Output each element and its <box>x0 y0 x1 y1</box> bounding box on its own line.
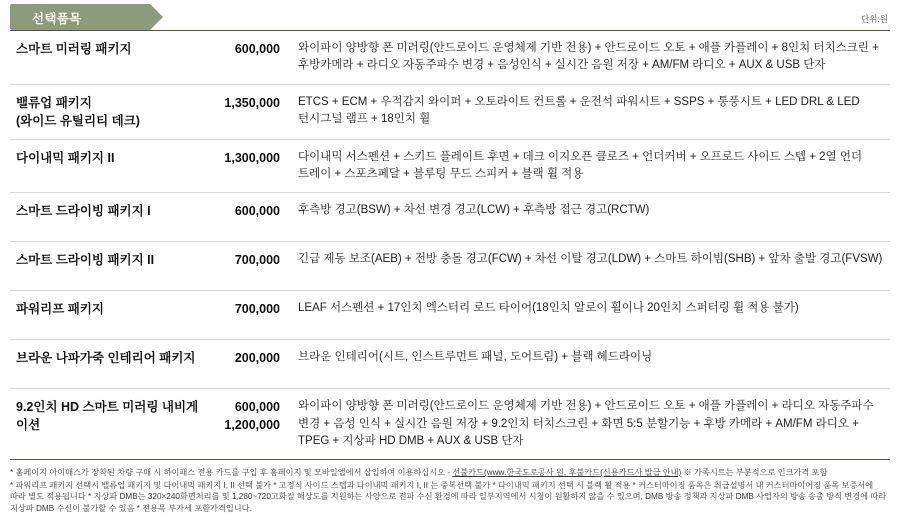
unit-label: 단위:원 <box>861 14 888 24</box>
item-price: 1,350,000 <box>224 95 280 110</box>
footnote-1-prefix: * 홈페이지 아이매스가 장착된 차량 구매 시 하이패스 전용 카드를 구입 후 홈페이지 및 모바일앱에서 삽입하여 이용하십시오 - <box>10 468 453 477</box>
item-price: 200,000 <box>234 351 280 366</box>
item-description: LEAF 서스펜션 + 17인치 엑스터리 로드 타이어(18인치 알로이 휠이나 20인치 스퍼터링 휠 적용 불가) <box>298 302 799 315</box>
option-items-table <box>10 30 890 460</box>
item-description: 다이내믹 서스펜션 + 스키드 플레이트 후면 + 데크 이지오픈 클로즈 + 언더커버 + 오프로드 사이드 스텝 + 2열 언더 트레이 + 스포츠페달 + 블루팅 무드 스피커 + 블랙 휠 적용 <box>298 150 863 180</box>
footnote-1-link[interactable]: 선불카드(www.한국도로공사 원, 후불카드(신용카드사 발급 안내) <box>452 468 682 477</box>
item-name: 스마트 드라이빙 패키지 II <box>16 253 155 268</box>
item-name: 9.2인치 HD 스마트 미러링 내비게이션 <box>16 400 199 433</box>
item-price: 600,000 <box>234 204 280 219</box>
item-name: 스마트 드라이빙 패키지 I <box>16 204 151 219</box>
table-row <box>10 31 890 85</box>
footnote-line-1 <box>10 467 890 479</box>
table-row <box>10 193 890 242</box>
item-name: 스마트 미러링 패키지 <box>16 42 132 56</box>
item-name: 다이내믹 패키지 II <box>16 150 115 165</box>
table-row <box>10 389 890 460</box>
item-price: 1,300,000 <box>224 150 280 165</box>
footnote-line-2: * 파워리프 패키지 선택시 밸류업 패키지 및 다이내믹 패키지 I, II 선택 불가 * 고정식 사이드 스텝과 다이내믹 패키지 I, II 는 중복선택 불가 * 다이내믹 패키지 선택 시 블랙 휠 적용 * 커스터마이징 품목은 취급설명서 내 커스터마이어징 품목 보증서에 따라 별도 적용됩니다 * 지상파 DMB는 320×240화면처리를 및 1,280~720고화질 해상도를 지원하는 사양으로 전파 수신 환경에 따라 일부지역에서 시청이 원활하지 않을 수 있으며, DMB 방송 정책과 지상파 DMB 사업자의 방송 송출 방식 변경에 따라 지상파 DMB 수신이 불가할 수 있음 * 전용목 부가세 포함가격입니다. <box>10 480 887 513</box>
item-price: 600,000 1,200,000 <box>224 400 280 433</box>
table-row <box>10 291 890 340</box>
item-description: 후측방 경고(BSW) + 차선 변경 경고(LCW) + 후측방 접근 경고(RCTW) <box>298 204 650 217</box>
item-description: 와이파이 양방향 폰 미러링(안드로이드 운영체제 기반 전용) + 안드로이드 오토 + 애플 카플레이 + 8인치 터치스크린 + 후방카메라 + 라디오 자동주파수 변경 + 음성인식 + 실시간 음원 저장 + AM/FM 라디오 + AUX & USB 단자 <box>298 42 879 72</box>
item-name: 밸류업 패키지 (와이드 유틸리티 데크) <box>16 95 140 128</box>
item-description: 긴급 제동 보조(AEB) + 전방 충돌 경고(FCW) + 차선 이탈 경고(LDW) + 스마트 하이빔(SHB) + 앞차 출발 경고(FVSW) <box>298 253 883 266</box>
table-row <box>10 340 890 389</box>
table-row <box>10 140 890 194</box>
item-name: 브라운 나파가죽 인테리어 패키지 <box>16 351 196 366</box>
section-header <box>10 4 890 30</box>
item-description: 브라운 인테리어(시트, 인스트루먼트 패널, 도어트림) + 블랙 헤드라이닝 <box>298 351 653 364</box>
table-row <box>10 85 890 140</box>
section-title: 선택품목 <box>32 12 82 26</box>
footnote-1-suffix: ※ 가족시트는 부분적으로 인크가격 포함 <box>681 468 828 477</box>
item-price: 700,000 <box>234 302 280 317</box>
item-description: 와이파이 양방향 폰 미러링(안드로이드 운영체제 기반 전용) + 안드로이드 오토 + 애플 카플레이 + 라디오 자동주파수 변경 + 음성 인식 + 실시간 음원 저장 + 9.2인치 터치스크린 + 화면 5:5 분할기능 + 후방 카메라 + AM/FM 라디오 + TPEG + 지상파 HD DMB + AUX & USB 단자 <box>298 400 874 447</box>
table-row <box>10 242 890 291</box>
footnotes <box>10 467 890 515</box>
option-items-page <box>0 4 900 513</box>
item-description: ETCS + ECM + 우적감지 와이퍼 + 오토라이트 컨트롤 + 운전석 파워시트 + SSPS + 통풍시트 + LED DRL & LED 턴시그널 램프 + 18인치 휠 <box>298 95 860 125</box>
item-price: 600,000 <box>234 42 280 56</box>
item-name: 파워리프 패키지 <box>16 302 104 317</box>
item-price: 700,000 <box>234 253 280 268</box>
